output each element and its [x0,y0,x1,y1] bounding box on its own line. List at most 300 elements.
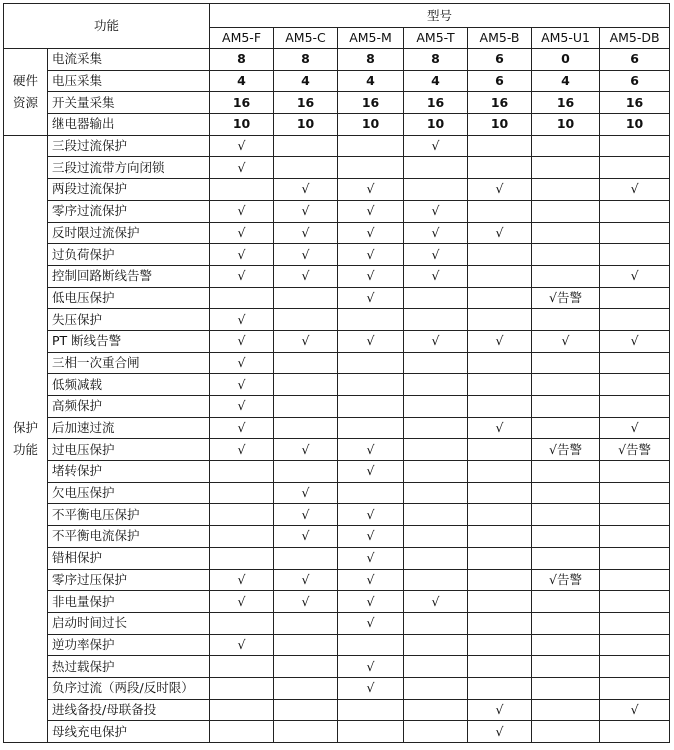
value-cell [468,157,532,179]
table-row [4,461,670,483]
category-label-line: 保护 [12,419,38,435]
feature-cell: 进线备投/母联备投 [48,699,210,721]
value-cell [600,656,670,678]
feature-cell: 三段过流保护 [48,135,210,157]
value-cell [468,244,532,266]
value-cell [210,612,274,634]
feature-cell: 错相保护 [48,547,210,569]
value-cell [468,287,532,309]
table-row [4,222,670,244]
value-cell: 4 [210,70,274,92]
table-row [4,114,670,136]
value-cell [274,396,338,418]
table-row [4,699,670,721]
value-cell [468,200,532,222]
value-cell [600,526,670,548]
model-name-header: AM5-M [338,28,404,49]
value-cell [532,504,600,526]
value-cell: √ [338,330,404,352]
value-cell [338,482,404,504]
table-row [4,265,670,287]
value-cell: 10 [274,114,338,136]
value-cell: √ [210,396,274,418]
feature-cell: 非电量保护 [48,591,210,613]
value-cell [404,656,468,678]
value-cell: √ [404,330,468,352]
value-cell: √ [338,265,404,287]
value-cell: √告警 [532,439,600,461]
value-cell [210,461,274,483]
value-cell: 16 [532,92,600,114]
value-cell [532,157,600,179]
value-cell: √ [600,265,670,287]
value-cell: 8 [404,49,468,71]
category-cell [4,135,48,742]
value-cell: √ [210,634,274,656]
table-row [4,569,670,591]
value-cell [210,677,274,699]
model-name-header: AM5-B [468,28,532,49]
value-cell: 6 [468,49,532,71]
model-name-header: AM5-DB [600,28,670,49]
value-cell [600,396,670,418]
value-cell [600,157,670,179]
value-cell [600,135,670,157]
value-cell [468,504,532,526]
value-cell [338,396,404,418]
value-cell: √ [338,200,404,222]
value-cell: √ [210,309,274,331]
value-cell [600,591,670,613]
value-cell [274,287,338,309]
feature-cell: 失压保护 [48,309,210,331]
value-cell [274,612,338,634]
value-cell: √ [404,265,468,287]
table-row [4,244,670,266]
value-cell [532,547,600,569]
value-cell: √ [532,330,600,352]
value-cell [600,287,670,309]
value-cell [338,699,404,721]
value-cell: 8 [210,49,274,71]
model-name-header: AM5-T [404,28,468,49]
value-cell [600,634,670,656]
feature-cell: 继电器输出 [48,114,210,136]
value-cell [600,612,670,634]
value-cell [338,417,404,439]
table-row [4,439,670,461]
value-cell [468,547,532,569]
value-cell: √ [274,526,338,548]
value-cell: √ [274,222,338,244]
value-cell [468,135,532,157]
value-cell [600,244,670,266]
value-cell [210,179,274,201]
value-cell: √ [274,439,338,461]
value-cell [532,526,600,548]
category-label-line: 硬件 [12,72,38,88]
value-cell [274,677,338,699]
value-cell [210,526,274,548]
value-cell: √ [468,721,532,743]
value-cell [274,656,338,678]
model-name-header: AM5-F [210,28,274,49]
feature-cell: 电流采集 [48,49,210,71]
category-label-line: 资源 [12,94,38,110]
feature-cell: 逆功率保护 [48,634,210,656]
value-cell [274,699,338,721]
value-cell: √ [210,374,274,396]
table-row [4,417,670,439]
value-cell: √ [468,222,532,244]
value-cell [600,222,670,244]
value-cell: 10 [532,114,600,136]
value-cell [404,677,468,699]
value-cell [404,721,468,743]
value-cell [274,352,338,374]
value-cell [532,721,600,743]
value-cell [274,547,338,569]
value-cell: √ [404,222,468,244]
category-label-line: 功能 [12,441,38,457]
feature-cell: 后加速过流 [48,417,210,439]
value-cell: √告警 [532,569,600,591]
value-cell: √ [600,179,670,201]
value-cell: 10 [468,114,532,136]
value-cell [404,634,468,656]
value-cell [468,656,532,678]
value-cell: √ [338,222,404,244]
value-cell [600,482,670,504]
value-cell [468,677,532,699]
value-cell [532,200,600,222]
value-cell [532,179,600,201]
value-cell: √ [210,244,274,266]
table-row [4,396,670,418]
value-cell [532,417,600,439]
table-row [4,482,670,504]
value-cell [532,699,600,721]
feature-cell: 启动时间过长 [48,612,210,634]
value-cell [468,612,532,634]
table-row [4,374,670,396]
value-cell [532,591,600,613]
value-cell: 10 [338,114,404,136]
value-cell [210,656,274,678]
value-cell: √告警 [532,287,600,309]
feature-cell: 零序过压保护 [48,569,210,591]
feature-cell: 负序过流（两段/反时限） [48,677,210,699]
value-cell: 4 [532,70,600,92]
feature-cell: 反时限过流保护 [48,222,210,244]
value-cell: √ [210,591,274,613]
value-cell [532,396,600,418]
value-cell [468,374,532,396]
value-cell: 4 [404,70,468,92]
value-cell [468,482,532,504]
value-cell: √ [338,569,404,591]
table-row [4,135,670,157]
feature-cell: 开关量采集 [48,92,210,114]
value-cell [274,417,338,439]
feature-cell: 零序过流保护 [48,200,210,222]
value-cell: 0 [532,49,600,71]
value-cell: √ [210,439,274,461]
value-cell: 6 [600,70,670,92]
value-cell [600,374,670,396]
model-feature-table [3,3,670,743]
value-cell [532,634,600,656]
value-cell [532,222,600,244]
value-cell [274,721,338,743]
value-cell [338,634,404,656]
feature-cell: 堵转保护 [48,461,210,483]
value-cell: √ [468,330,532,352]
value-cell: √ [404,135,468,157]
value-cell [468,591,532,613]
value-cell [600,677,670,699]
value-cell: 16 [210,92,274,114]
table-row [4,677,670,699]
feature-cell: PT 断线告警 [48,330,210,352]
table-row [4,504,670,526]
value-cell: √ [274,504,338,526]
feature-cell: 控制回路断线告警 [48,265,210,287]
table-row [4,612,670,634]
value-cell [404,612,468,634]
table-row [4,330,670,352]
value-cell: √告警 [600,439,670,461]
feature-cell: 低电压保护 [48,287,210,309]
table-row [4,70,670,92]
value-cell [600,461,670,483]
table-row [4,49,670,71]
table-row [4,287,670,309]
value-cell: √ [338,504,404,526]
value-cell [600,504,670,526]
value-cell [600,200,670,222]
value-cell [600,547,670,569]
value-cell [274,634,338,656]
value-cell [468,396,532,418]
value-cell [468,309,532,331]
model-header: 型号 [210,4,670,28]
value-cell: 16 [600,92,670,114]
value-cell: √ [468,417,532,439]
value-cell: 8 [338,49,404,71]
value-cell: 4 [338,70,404,92]
table-row [4,157,670,179]
value-cell [404,396,468,418]
value-cell: 16 [404,92,468,114]
value-cell [274,157,338,179]
value-cell [404,309,468,331]
value-cell [210,287,274,309]
value-cell: √ [404,591,468,613]
value-cell: √ [274,482,338,504]
value-cell [404,504,468,526]
value-cell: √ [210,352,274,374]
value-cell [468,461,532,483]
feature-cell: 过负荷保护 [48,244,210,266]
value-cell: √ [274,244,338,266]
table-row [4,309,670,331]
value-cell: √ [210,135,274,157]
table-row [4,634,670,656]
value-cell [404,547,468,569]
value-cell: 6 [468,70,532,92]
feature-cell: 两段过流保护 [48,179,210,201]
table-row [4,92,670,114]
value-cell [532,374,600,396]
table-row [4,179,670,201]
feature-cell: 三相一次重合闸 [48,352,210,374]
value-cell [338,352,404,374]
value-cell [600,352,670,374]
value-cell [532,352,600,374]
value-cell: √ [210,222,274,244]
value-cell [404,287,468,309]
feature-cell: 电压采集 [48,70,210,92]
value-cell: 10 [600,114,670,136]
value-cell [404,482,468,504]
feature-cell: 欠电压保护 [48,482,210,504]
value-cell [600,309,670,331]
feature-cell: 不平衡电流保护 [48,526,210,548]
table-row [4,200,670,222]
model-name-header: AM5-C [274,28,338,49]
value-cell [338,157,404,179]
value-cell [532,612,600,634]
value-cell: √ [274,200,338,222]
value-cell [532,677,600,699]
value-cell: √ [210,330,274,352]
value-cell: √ [274,591,338,613]
value-cell: √ [274,569,338,591]
value-cell [210,721,274,743]
value-cell [468,634,532,656]
value-cell: √ [338,179,404,201]
value-cell [600,569,670,591]
value-cell [210,699,274,721]
value-cell [532,244,600,266]
value-cell: 16 [338,92,404,114]
value-cell [468,352,532,374]
value-cell: √ [468,699,532,721]
feature-cell: 热过载保护 [48,656,210,678]
value-cell [210,547,274,569]
value-cell: √ [210,265,274,287]
value-cell [468,439,532,461]
table-row [4,591,670,613]
value-cell [338,309,404,331]
value-cell [404,157,468,179]
value-cell [210,504,274,526]
value-cell: √ [600,699,670,721]
feature-cell: 母线充电保护 [48,721,210,743]
value-cell: √ [338,591,404,613]
value-cell [532,265,600,287]
value-cell [404,439,468,461]
table-row [4,547,670,569]
value-cell [532,309,600,331]
value-cell [404,461,468,483]
value-cell: √ [404,200,468,222]
value-cell: 16 [468,92,532,114]
table-row [4,526,670,548]
value-cell: √ [338,526,404,548]
table-row [4,721,670,743]
value-cell [404,374,468,396]
feature-cell: 过电压保护 [48,439,210,461]
value-cell: 6 [600,49,670,71]
value-cell: √ [404,244,468,266]
value-cell [404,526,468,548]
value-cell [210,482,274,504]
value-cell: √ [338,439,404,461]
feature-cell: 三段过流带方向闭锁 [48,157,210,179]
value-cell [532,482,600,504]
value-cell: √ [338,244,404,266]
feature-cell: 低频减载 [48,374,210,396]
value-cell [600,721,670,743]
value-cell [338,135,404,157]
value-cell: √ [274,330,338,352]
value-cell: √ [600,330,670,352]
model-name-header: AM5-U1 [532,28,600,49]
value-cell [404,699,468,721]
value-cell: √ [210,200,274,222]
value-cell: √ [338,461,404,483]
table-body [4,49,670,743]
value-cell [532,461,600,483]
function-header: 功能 [4,4,210,49]
value-cell [532,656,600,678]
value-cell [404,417,468,439]
value-cell [274,309,338,331]
value-cell: √ [338,287,404,309]
feature-cell: 不平衡电压保护 [48,504,210,526]
value-cell: 10 [210,114,274,136]
value-cell [338,721,404,743]
category-cell [4,49,48,136]
value-cell [468,526,532,548]
value-cell: √ [210,157,274,179]
value-cell [274,374,338,396]
value-cell [468,569,532,591]
value-cell: √ [338,677,404,699]
value-cell: √ [274,265,338,287]
value-cell [532,135,600,157]
value-cell [338,374,404,396]
value-cell [404,352,468,374]
table-row [4,656,670,678]
value-cell: √ [274,179,338,201]
value-cell: √ [600,417,670,439]
value-cell: 4 [274,70,338,92]
table-header [4,4,670,49]
value-cell: √ [468,179,532,201]
value-cell: 16 [274,92,338,114]
feature-cell: 高频保护 [48,396,210,418]
value-cell [274,135,338,157]
value-cell: 8 [274,49,338,71]
value-cell [404,179,468,201]
value-cell: 10 [404,114,468,136]
value-cell: √ [210,569,274,591]
value-cell: √ [338,656,404,678]
value-cell: √ [338,547,404,569]
